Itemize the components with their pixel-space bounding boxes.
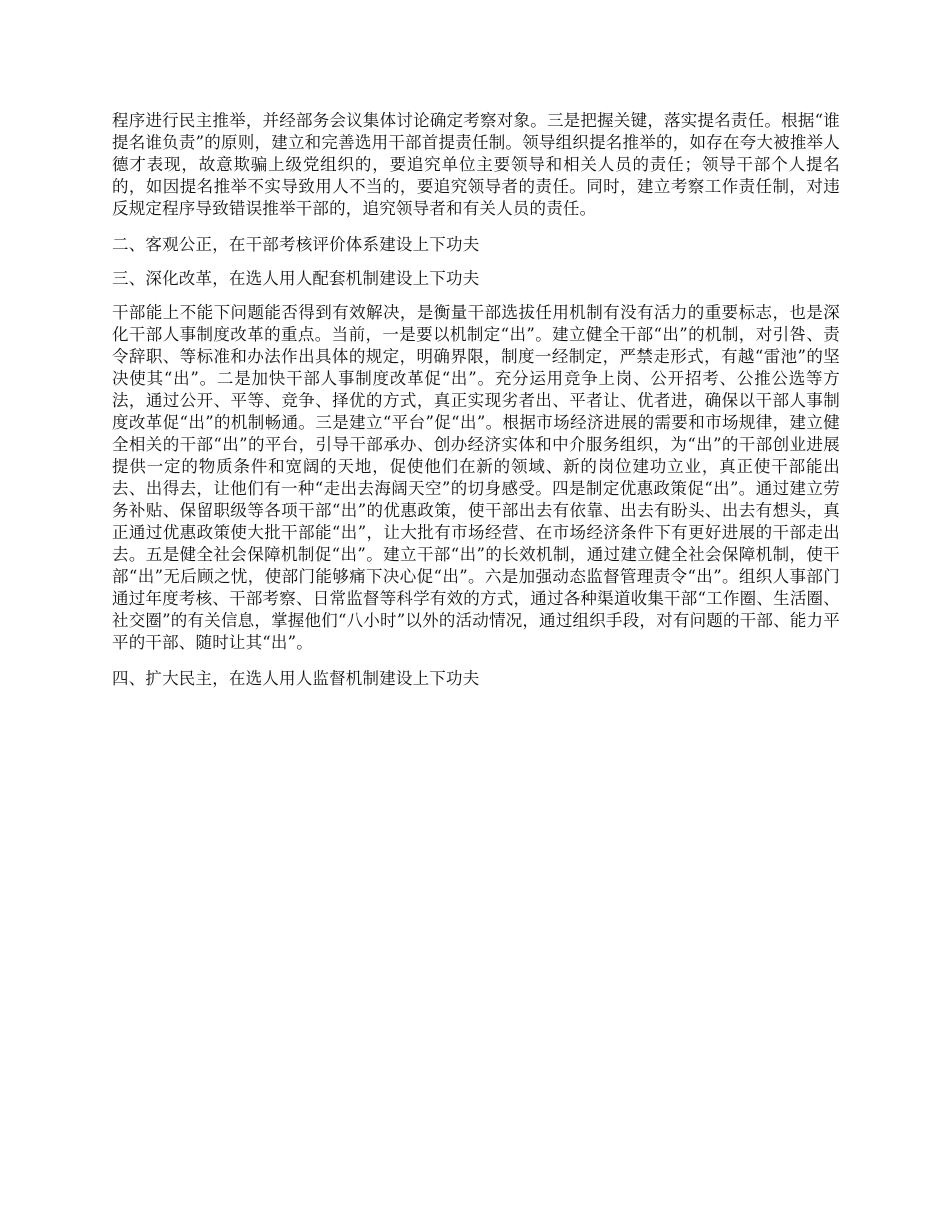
paragraph-accountability: 程序进行民主推举，并经部务会议集体讨论确定考察对象。三是把握关键，落实提名责任。根据“谁提名谁负责”的原则，建立和完善选用干部首提责任制。领导组织提名推举的，如存在夸大被推举人德才表现，故意欺骗上级党组织的，要追究单位主要领导和相关人员的责任；领导干部个人提名的，如因提名推举不实导致用人不当的，要追究领导者的责任。同时，建立考察工作责任制，对违反规定程序导致错误推举干部的，追究领导者和有关人员的责任。 (112, 111, 840, 218)
spacer (112, 290, 840, 302)
spacer (112, 220, 840, 234)
section-heading-2: 二、客观公正，在干部考核评价体系建设上下功夫 (112, 235, 480, 254)
section-heading-3: 三、深化改革，在选人用人配套机制建设上下功夫 (112, 269, 480, 288)
spacer (112, 654, 840, 668)
spacer (112, 256, 840, 268)
paragraph-exit-mechanism: 干部能上不能下问题能否得到有效解决，是衡量干部选拔任用机制有没有活力的重要标志，也是深化干部人事制度改革的重点。当前，一是要以机制定“出”。建立健全干部“出”的机制，对引咎、责令辞职、等标准和办法作出具体的规定，明确界限，制度一经制定，严禁走形式，有越“雷池”的坚决使其“出”。二是加快干部人事制度改革促“出”。充分运用竞争上岗、公开招考、公推公选等方法，通过公开、平等、竞争、择优的方式，真正实现劣者出、平者让、优者进，确保以干部人事制度改革促“出”的机制畅通。三是建立“平台”促“出”。根据市场经济进展的需要和市场规律，建立健全相关的干部“出”的平台，引导干部承办、创办经济实体和中介服务组织，为“出”的干部创业进展提供一定的物质条件和宽阔的天地，促使他们在新的领域、新的岗位建功立业，真正使干部能出去、出得去，让他们有一种“走出去海阔天空”的切身感受。四是制定优惠政策促“出”。通过建立劳务补贴、保留职级等各项干部“出”的优惠政策，使干部出去有依靠、出去有盼头、出去有想头，真正通过优惠政策使大批干部能“出”，让大批有市场经营、在市场经济条件下有更好进展的干部走出去。五是健全社会保障机制促“出”。建立干部“出”的长效机制，通过建立健全社会保障机制，使干部“出”无后顾之忧，使部门能够痛下决心促“出”。六是加强动态监督管理责令“出”。组织人事部门通过年度考核、干部考察、日常监督等科学有效的方式，通过各种渠道收集干部“工作圈、生活圈、社交圈”的有关信息，掌握他们“八小时”以外的活动情况，通过组织手段，对有问题的干部、能力平平的干部、随时让其“出”。 (112, 303, 840, 652)
section-heading-4: 四、扩大民主，在选人用人监督机制建设上下功夫 (112, 669, 480, 688)
document-body (112, 110, 840, 690)
